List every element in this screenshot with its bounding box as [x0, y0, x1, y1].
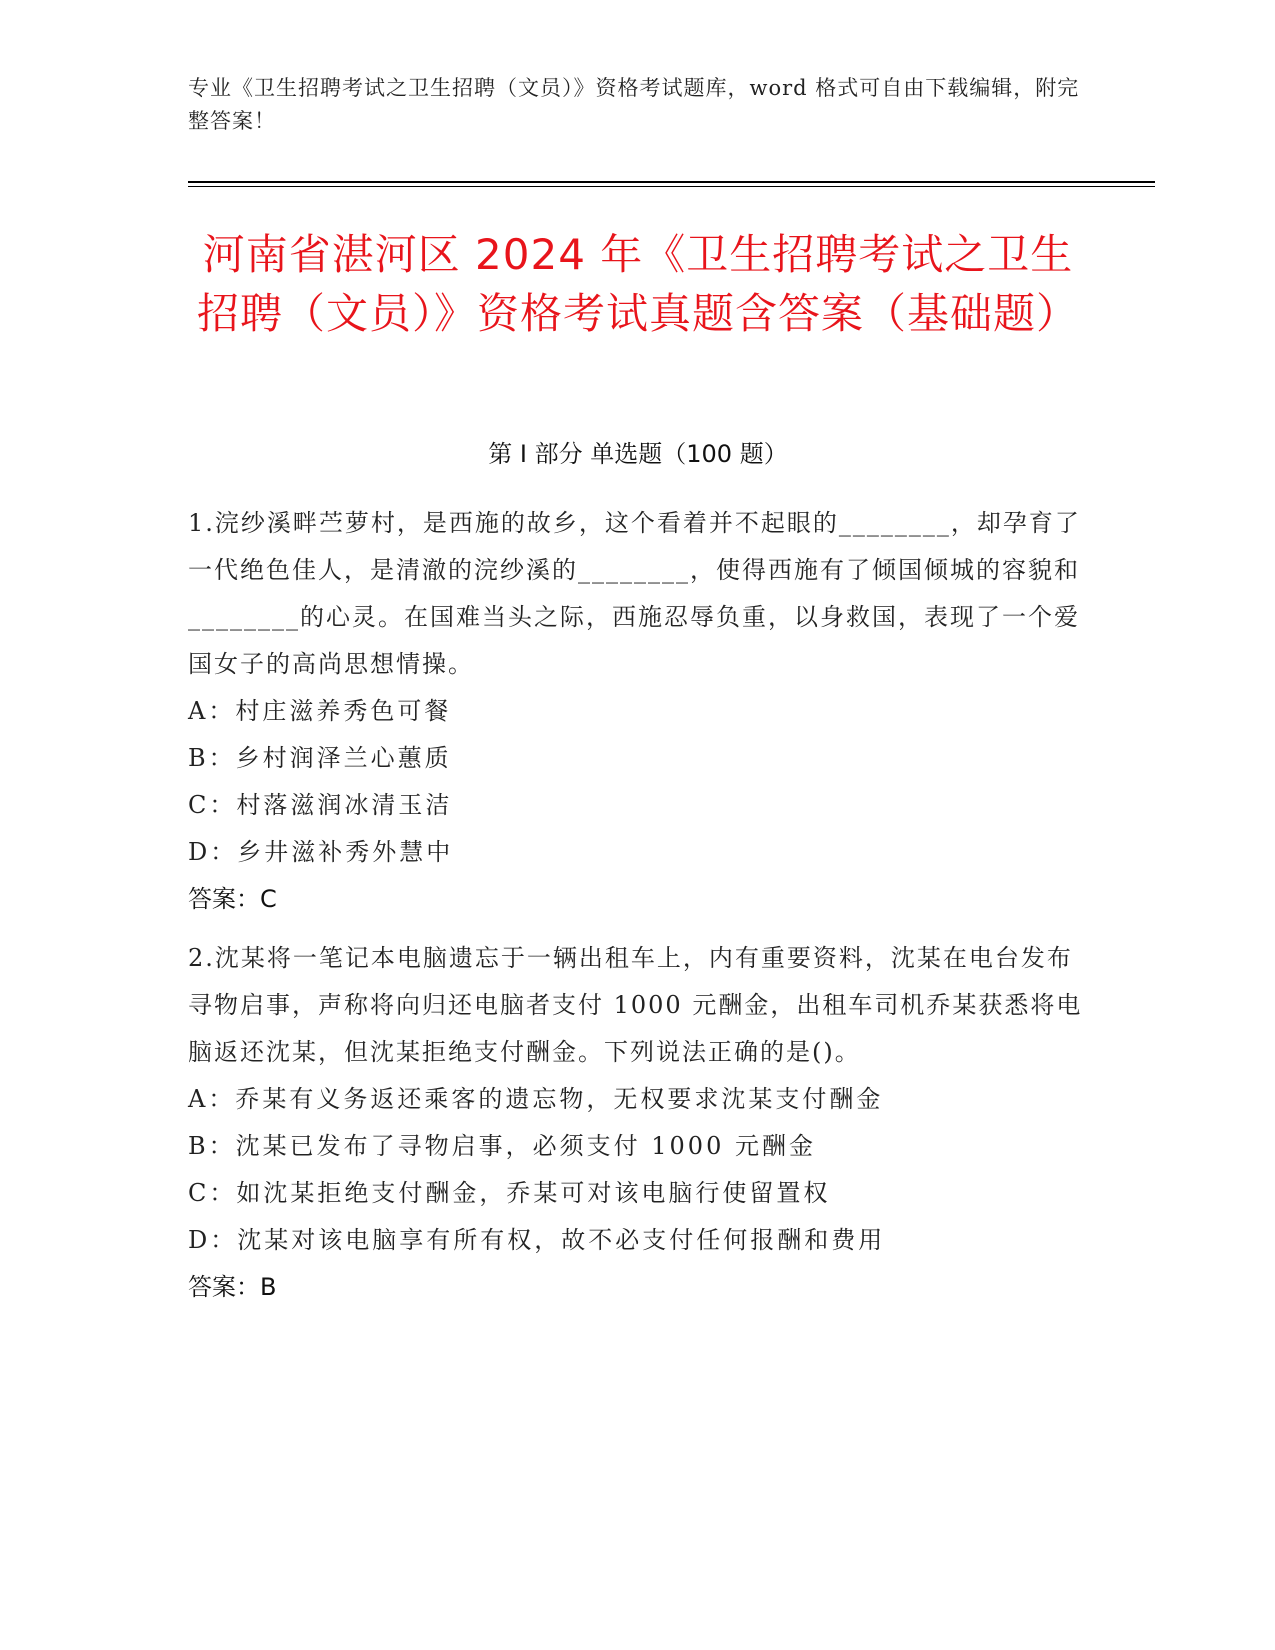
- question-text: 1.浣纱溪畔苎萝村，是西施的故乡，这个看着并不起眼的________，却孕育了一代绝色佳人，是清澈的浣纱溪的________，使得西施有了倾国倾城的容貌和________的心灵。在国难当头之际，西施忍辱负重，以身救国，表现了一个爱国女子的高尚思想情操。: [188, 509, 1081, 678]
- option-d: D：乡井滋补秀外慧中: [188, 838, 454, 866]
- option-c: C：如沈某拒绝支付酬金，乔某可对该电脑行使留置权: [188, 1179, 831, 1207]
- document-title: 河南省湛河区 2024 年《卫生招聘考试之卫生招聘（文员）》资格考试真题含答案（基础题）: [196, 230, 1079, 338]
- header-rule-thick: [188, 181, 1155, 183]
- question-1: [188, 500, 1088, 923]
- question-text: 2.沈某将一笔记本电脑遗忘于一辆出租车上，内有重要资料，沈某在电台发布寻物启事，声称将向归还电脑者支付 1000 元酬金，出租车司机乔某获悉将电脑返还沈某，但沈某拒绝支付酬金。下列说法正确的是()。: [188, 944, 1083, 1066]
- option-b: B：乡村润泽兰心蕙质: [188, 744, 452, 772]
- header-rule-thin: [188, 186, 1155, 187]
- option-a: A：乔某有义务返还乘客的遗忘物，无权要求沈某支付酬金: [188, 1085, 884, 1113]
- header-note: 专业《卫生招聘考试之卫生招聘（文员）》资格考试题库，word 格式可自由下载编辑，附完整答案！: [188, 76, 1080, 133]
- answer: 答案：C: [188, 885, 277, 913]
- answer: 答案：B: [188, 1273, 277, 1301]
- option-b: B：沈某已发布了寻物启事，必须支付 1000 元酬金: [188, 1132, 816, 1160]
- option-c: C：村落滋润冰清玉洁: [188, 791, 453, 819]
- option-a: A：村庄滋养秀色可餐: [188, 697, 452, 725]
- section-heading: 第 I 部分 单选题（100 题）: [488, 440, 788, 468]
- option-d: D：沈某对该电脑享有所有权，故不必支付任何报酬和费用: [188, 1226, 886, 1254]
- question-2: [188, 935, 1088, 1311]
